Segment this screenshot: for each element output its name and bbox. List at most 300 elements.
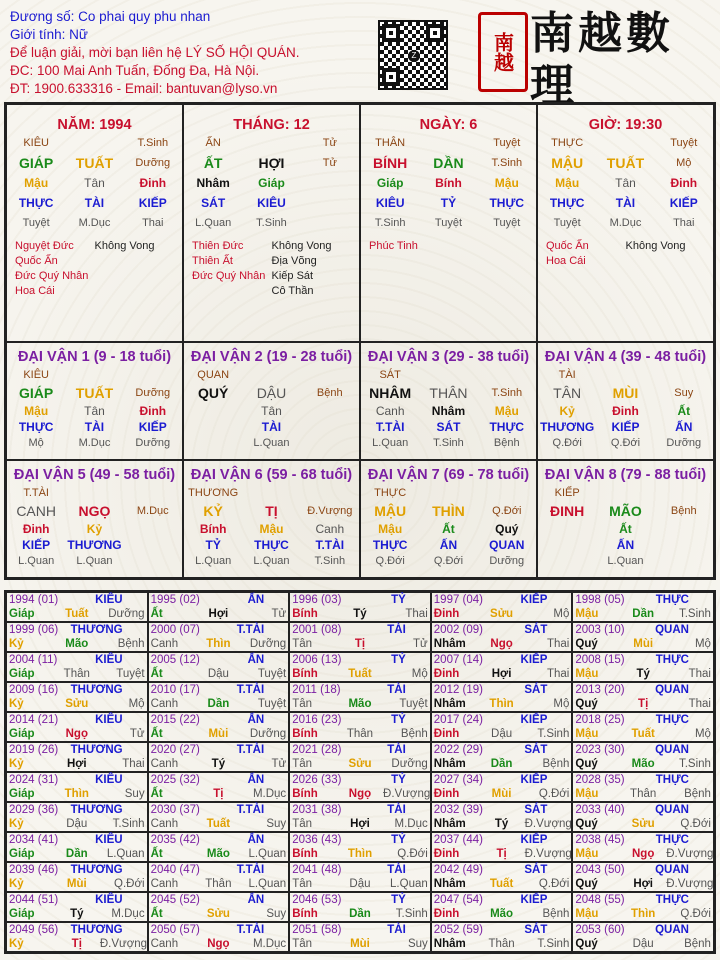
annual-year: 2045 (52): [150, 894, 200, 906]
annual-branch: Thân: [346, 728, 374, 740]
annual-year: 2039 (46): [9, 864, 59, 876]
pillar-row-4-cell: THỰC: [549, 196, 585, 210]
daivan-row-1-cell: KIÊU: [23, 369, 49, 381]
annual-branch: Tị: [638, 698, 649, 710]
annual-god: THỰC: [655, 834, 689, 846]
annual-phase: Tuyệt: [399, 698, 428, 710]
annual-year: 2035 (42): [150, 834, 200, 846]
annual-god: TỶ: [391, 654, 406, 666]
annual-branch: Hợi: [66, 758, 87, 770]
annual-row: [6, 862, 714, 892]
annual-branch: Dần: [632, 608, 655, 620]
annual-stem: Đinh: [433, 848, 460, 860]
pillar-row-1-cell: THÂN: [375, 137, 406, 149]
annual-phase: Bệnh: [400, 728, 428, 740]
annual-stem: Nhâm: [433, 878, 466, 890]
annual-cell: [6, 832, 148, 862]
pillar-row-1-cell: T.Sinh: [137, 137, 169, 149]
pillar-row-5: [7, 213, 182, 233]
annual-god: THƯƠNG: [70, 864, 123, 876]
annual-phase: Thai: [546, 638, 570, 650]
pillar-row-4-cell: KIẾP: [669, 196, 698, 210]
pillar-row-5: [361, 213, 536, 233]
annual-phase: Q.Đới: [680, 908, 711, 920]
annual-row: [6, 772, 714, 802]
pillar-row-5-cell: Tuyệt: [493, 217, 521, 229]
daivan-row-3-cell: Kỷ: [86, 522, 103, 536]
annual-branch: Hợi: [633, 878, 653, 890]
daivan-row-1: [361, 367, 536, 383]
annual-branch: Dần: [65, 848, 88, 860]
pillar-row-3-cell: Tân: [84, 176, 105, 190]
annual-phase: Suy: [266, 818, 287, 830]
daivan-row-5-cell: Q.Đới: [610, 437, 641, 449]
annual-god: THỰC: [655, 774, 689, 786]
pillar-row-2-cell: TUẤT: [606, 155, 645, 171]
daivan-row-2: [538, 383, 713, 403]
annual-phase: Mộ: [694, 728, 711, 740]
annual-year: 2053 (60): [575, 924, 625, 936]
daivan-title: ĐẠI VẬN 2 (19 - 28 tuổi): [190, 349, 353, 365]
good-star: Hoa Cái: [546, 255, 586, 267]
daivan-row-2-cell: Bệnh: [670, 505, 697, 517]
annual-stem: Bính: [292, 668, 318, 680]
annual-god: TÀI: [387, 864, 406, 876]
annual-phase: Thai: [405, 608, 428, 620]
annual-phase: Q.Đới: [538, 788, 570, 800]
daivan-row-4-cell: T.TÀI: [315, 538, 345, 552]
stars: [361, 239, 536, 254]
daivan-row-3: [184, 521, 359, 537]
pillar-row-4-cell: THỰC: [489, 196, 525, 210]
daivan-row-2-cell: THÂN: [429, 385, 468, 401]
pillar-row-3-cell: Nhâm: [196, 176, 230, 190]
annual-branch: Tý: [353, 608, 367, 620]
pillar-row-5-cell: Tuyệt: [434, 217, 463, 229]
annual-branch: Sửu: [206, 908, 230, 920]
annual-year: 2033 (40): [575, 804, 625, 816]
daivan-row-2-cell: QUÝ: [197, 385, 229, 401]
annual-row: [6, 802, 714, 832]
daivan-row-5-cell: Q.Đới: [433, 555, 464, 567]
pillar-3: [360, 104, 537, 342]
annual-cell: [431, 892, 573, 922]
annual-year: 2023 (30): [575, 744, 625, 756]
annual-stem: Canh: [150, 938, 179, 950]
annual-phase: Q.Đới: [397, 848, 428, 860]
annual-god: T.TÀI: [236, 924, 265, 936]
annual-branch: Dậu: [66, 818, 88, 830]
daivan-row-5-cell: L.Quan: [253, 555, 290, 567]
annual-branch: Dần: [207, 698, 230, 710]
daivan-row-5-cell: Dưỡng: [135, 437, 171, 449]
pillar-row-3-cell: Giáp: [258, 176, 285, 190]
daivan-row-5-cell: L.Quan: [372, 437, 409, 449]
annual-phase: Tử: [413, 638, 428, 650]
annual-god: QUAN: [655, 744, 689, 756]
annual-year: 2038 (45): [575, 834, 625, 846]
annual-phase: M.Dục: [394, 818, 428, 830]
daivan-row-4-cell: THỰC: [372, 538, 408, 552]
annual-year: 2046 (53): [292, 894, 342, 906]
annual-cell: [289, 712, 431, 742]
annual-phase: Đ.Vượng: [666, 848, 714, 860]
daivan-title: ĐẠI VẬN 8 (79 - 88 tuổi): [544, 467, 707, 483]
annual-god: T.TÀI: [236, 804, 265, 816]
daivan-row-4-cell: THỰC: [18, 420, 54, 434]
annual-cell: [572, 922, 714, 952]
pillar-row-3-cell: Đinh: [139, 176, 167, 190]
good-star: Thiên Ất: [192, 255, 233, 267]
annual-phase: Thai: [546, 668, 570, 680]
owner-name: Đương số: Co phai quy phu nhan: [10, 9, 211, 24]
annual-cell: [572, 592, 714, 622]
bad-star: Không Vong: [271, 240, 332, 252]
daivan-row-5-cell: T.Sinh: [314, 555, 346, 567]
daivan-7: [360, 460, 537, 578]
annual-phase: Đ.Vượng: [99, 938, 148, 950]
annual-cell: [148, 682, 290, 712]
annual-year: 2000 (07): [150, 624, 200, 636]
daivan-row-2-cell: Đ.Vượng: [307, 505, 353, 517]
annual-stem: Tân: [292, 638, 313, 650]
pillar-row-1: [361, 133, 536, 153]
annual-cell: [289, 892, 431, 922]
daivan-row-3-cell: Nhâm: [431, 404, 466, 418]
daivan-row-2: [7, 383, 182, 403]
annual-phase: Đ.Vượng: [666, 878, 714, 890]
annual-branch: Dậu: [632, 938, 654, 950]
daivan-row-4: [184, 537, 359, 553]
annual-stem: Đinh: [433, 788, 460, 800]
daivan-row-3: [361, 403, 536, 419]
pillar-row-1-cell: Tử: [322, 137, 337, 149]
daivan-row-3-cell: Đinh: [22, 522, 50, 536]
annual-god: TỶ: [391, 594, 406, 606]
annual-stem: Mậu: [575, 608, 599, 620]
annual-year: 2041 (48): [292, 864, 342, 876]
annual-year: 2012 (19): [433, 684, 484, 696]
annual-god: KIÊU: [95, 714, 123, 726]
annual-phase: Bệnh: [117, 638, 145, 650]
daivan-row-4: [361, 537, 536, 553]
pillars-row: [6, 104, 714, 342]
daivan-row-2: [538, 501, 713, 521]
annual-phase: T.Sinh: [395, 908, 428, 920]
annual-stem: Kỷ: [9, 638, 24, 650]
pillar-row-1-cell: Tuyệt: [493, 137, 521, 149]
pillar-row-4-cell: TÀI: [84, 196, 105, 210]
annual-cell: [289, 742, 431, 772]
annual-year: 2020 (27): [150, 744, 200, 756]
annual-phase: Mộ: [694, 638, 711, 650]
annual-cell: [148, 742, 290, 772]
annual-cell: [148, 892, 290, 922]
daivan-row-2-cell: Q.Đới: [492, 505, 522, 517]
daivan-row-4-cell: ẤN: [616, 538, 635, 552]
annual-branch: Mùi: [633, 638, 654, 650]
pillar-row-3: [184, 173, 359, 193]
daivan-8: [537, 460, 714, 578]
annual-year: 2022 (29): [433, 744, 484, 756]
chart-grid: [4, 102, 716, 580]
annual-stem: Quý: [575, 878, 598, 890]
annual-row: [6, 682, 714, 712]
annual-year: 2051 (58): [292, 924, 342, 936]
annual-year: 1996 (03): [292, 594, 342, 606]
annual-year: 2002 (09): [433, 624, 484, 636]
annual-year: 2052 (59): [433, 924, 484, 936]
daivan-row-3: [538, 521, 713, 537]
annual-cell: [6, 682, 148, 712]
annual-branch: Dần: [490, 758, 513, 770]
pillar-row-2: [184, 153, 359, 173]
annual-stem: Canh: [150, 698, 179, 710]
annual-branch: Hợi: [350, 818, 370, 830]
daivan-row-4-cell: TÀI: [261, 420, 282, 434]
annual-year: 1999 (06): [9, 624, 59, 636]
daivan-row-5: [7, 553, 182, 569]
annual-branch: Tuất: [489, 878, 514, 890]
annual-year: 2010 (17): [150, 684, 200, 696]
daivan-row-3-cell: Tân: [261, 404, 282, 418]
daivan-3: [360, 342, 537, 460]
daivan-row-1: [361, 485, 536, 501]
annual-phase: Dưỡng: [108, 608, 145, 620]
good-star: Nguyệt Đức: [15, 240, 74, 252]
pillar-row-5-cell: Thai: [673, 217, 695, 229]
annual-branch: Hợi: [208, 608, 229, 620]
daivan-row-5: [538, 553, 713, 569]
header-info: [10, 8, 370, 98]
annual-branch: Tý: [70, 908, 84, 920]
annual-phase: Suy: [266, 908, 287, 920]
annual-phase: Bệnh: [684, 938, 711, 950]
annual-god: THƯƠNG: [70, 804, 123, 816]
annual-branch: Tuất: [631, 728, 655, 740]
daivan-row-2-cell: Bệnh: [316, 387, 343, 399]
daivan-row-2-cell: TỊ: [265, 503, 278, 519]
annual-year: 2017 (24): [433, 714, 484, 726]
pillar-title: GIỜ: 19:30: [588, 117, 663, 133]
annual-year: 2031 (38): [292, 804, 342, 816]
pillar-row-5-cell: T.Sinh: [374, 217, 406, 229]
daivan-title: ĐẠI VẬN 5 (49 - 58 tuổi): [13, 467, 176, 483]
daivan-row-3: [538, 403, 713, 419]
pillar-row-5-cell: Tuyệt: [553, 217, 581, 229]
annual-god: KIẾP: [520, 834, 548, 846]
annual-god: THƯƠNG: [70, 924, 123, 936]
annual-phase: Tử: [271, 608, 287, 620]
daivan-row-2: [184, 383, 359, 403]
annual-phase: Tuyệt: [257, 668, 287, 680]
annual-god: TÀI: [387, 924, 406, 936]
annual-year: 2030 (37): [150, 804, 200, 816]
annual-phase: T.Sinh: [112, 818, 145, 830]
annual-stem: Mậu: [575, 848, 599, 860]
annual-row: [6, 922, 714, 952]
annual-branch: Mùi: [350, 938, 370, 950]
annual-phase: Suy: [407, 938, 428, 950]
annual-phase: Bệnh: [542, 908, 570, 920]
daivan-row-3-cell: Mậu: [494, 404, 519, 418]
annual-branch: Tị: [496, 848, 507, 860]
daivan-row-3: [7, 521, 182, 537]
annual-god: ẤN: [247, 894, 265, 906]
pillar-row-5-cell: T.Sinh: [256, 217, 287, 229]
annual-row: [6, 652, 714, 682]
annual-branch: Tị: [213, 788, 224, 800]
annual-stem: Bính: [292, 788, 318, 800]
annual-phase: Đ.Vượng: [524, 818, 572, 830]
daivan-row-5-cell: L.Quan: [195, 555, 232, 567]
daivan-row-1-cell: T.TÀI: [23, 487, 49, 499]
daivan-row-4-cell: THƯƠNG: [67, 538, 122, 552]
annual-year: 2024 (31): [9, 774, 59, 786]
annual-god: TỶ: [391, 714, 406, 726]
daivan-row-2-cell: MẬU: [374, 503, 407, 519]
annual-stem: Ất: [150, 668, 163, 680]
daivan-row-1: [7, 367, 182, 383]
daivan-row-3-cell: Mậu: [24, 404, 49, 418]
annual-god: THỰC: [655, 894, 689, 906]
daivan-row-4: [538, 419, 713, 435]
annual-row: [6, 832, 714, 862]
annual-stem: Mậu: [575, 908, 599, 920]
annual-god: THỰC: [655, 594, 689, 606]
annual-year: 2029 (36): [9, 804, 59, 816]
annual-branch: Dậu: [349, 878, 371, 890]
daivan-row-4-cell: KIẾP: [611, 420, 640, 434]
pillar-row-2: [538, 153, 713, 173]
annual-god: THỰC: [655, 654, 689, 666]
daivan-row-3: [7, 403, 182, 419]
daivan-row-4-cell: ẤN: [675, 420, 693, 434]
annual-row: [6, 712, 714, 742]
daivan-row-2: [7, 501, 182, 521]
annual-cell: [431, 652, 573, 682]
daivan-5: [6, 460, 183, 578]
annual-cell: [572, 622, 714, 652]
daivan-row-3-cell: Bính: [199, 522, 227, 536]
daivan-row-2: [184, 501, 359, 521]
annual-phase: Thai: [688, 668, 711, 680]
daivan-2: [183, 342, 360, 460]
annual-stem: Ất: [150, 608, 163, 620]
annual-stem: Kỷ: [9, 938, 24, 950]
annual-branch: Thìn: [631, 908, 656, 920]
annual-year: 1997 (04): [433, 594, 484, 606]
pillar-row-2-cell: ẤT: [203, 155, 223, 171]
pillar-row-4: [361, 193, 536, 213]
annual-stem: Quý: [575, 758, 598, 770]
annual-god: SÁT: [524, 864, 548, 876]
annual-stem: Bính: [292, 908, 318, 920]
annual-stem: Quý: [575, 938, 598, 950]
annual-year: 2011 (18): [292, 684, 341, 696]
annual-stem: Giáp: [9, 608, 35, 620]
annual-cell: [6, 622, 148, 652]
daivan-row-4-cell: THỰC: [489, 420, 525, 434]
pillar-row-4-cell: KIẾP: [138, 196, 167, 210]
annual-god: QUAN: [655, 684, 689, 696]
daivan-row-1-cell: THỰC: [374, 487, 407, 499]
daivan-row-5-cell: Dưỡng: [489, 555, 525, 567]
pillar-row-1: [184, 133, 359, 153]
daivan-row-2-cell: CANH: [16, 503, 56, 519]
annual-god: QUAN: [655, 624, 689, 636]
annual-cell: [289, 652, 431, 682]
annual-cell: [6, 742, 148, 772]
daivan-row-2-cell: M.Dục: [136, 505, 169, 517]
annual-stem: Kỷ: [9, 818, 24, 830]
annual-phase: Mộ: [128, 698, 145, 710]
annual-god: KIÊU: [95, 894, 123, 906]
annual-row: [6, 892, 714, 922]
annual-branch: Thân: [630, 788, 657, 800]
pillar-row-2-cell: Dưỡng: [135, 157, 171, 169]
daivan-row-5: [184, 553, 359, 569]
daivan-title: ĐẠI VẬN 1 (9 - 18 tuổi): [17, 349, 172, 365]
daivan-row-4-cell: QUAN: [489, 538, 525, 552]
daivan-row-3-cell: Quý: [495, 522, 519, 536]
annual-cell: [289, 772, 431, 802]
annual-cell: [431, 772, 573, 802]
daivan-row-2-cell: THÌN: [432, 503, 465, 519]
pillar-row-2-cell: TUẤT: [75, 155, 114, 171]
annual-stem: Mậu: [575, 788, 599, 800]
annual-branch: Thìn: [64, 788, 89, 800]
annual-god: SÁT: [524, 924, 548, 936]
annual-cell: [431, 682, 573, 712]
daivan-row-4-cell: T.TÀI: [375, 420, 405, 434]
annual-year: 2040 (47): [150, 864, 200, 876]
annual-god: ẤN: [247, 654, 265, 666]
annual-phase: T.Sinh: [678, 758, 711, 770]
annual-branch: Tý: [494, 818, 509, 830]
annual-year: 2001 (08): [292, 624, 342, 636]
annual-god: QUAN: [655, 864, 689, 876]
annual-branch: Thân: [488, 938, 515, 950]
daivan-row-4: [7, 419, 182, 435]
daivan-row-4: [538, 537, 713, 553]
annual-branch: Sửu: [348, 758, 372, 770]
annual-god: KIẾP: [520, 894, 548, 906]
pillar-row-4: [538, 193, 713, 213]
annual-cell: [431, 832, 573, 862]
annual-god: TỶ: [391, 774, 406, 786]
daivan-row-5-cell: Dưỡng: [666, 437, 702, 449]
annual-stem: Canh: [150, 878, 179, 890]
annual-phase: Tử: [271, 758, 287, 770]
annual-cell: [148, 922, 290, 952]
annual-stem: Kỷ: [9, 758, 24, 770]
bad-star: Không Vong: [94, 240, 155, 252]
daivan-row-3: [361, 521, 536, 537]
annual-stem: Mậu: [575, 668, 599, 680]
annual-year: 1994 (01): [9, 594, 59, 606]
annual-phase: Bệnh: [542, 758, 570, 770]
annual-stem: Ất: [150, 728, 163, 740]
pillar-row-5-cell: L.Quan: [195, 217, 232, 229]
annual-phase: Suy: [124, 788, 145, 800]
annual-phase: Dưỡng: [391, 758, 428, 770]
bad-star: Không Vong: [625, 240, 686, 252]
pillar-1: [6, 104, 183, 342]
annual-branch: Mão: [631, 758, 655, 770]
annual-phase: Dưỡng: [249, 638, 287, 650]
stars: [538, 239, 713, 269]
